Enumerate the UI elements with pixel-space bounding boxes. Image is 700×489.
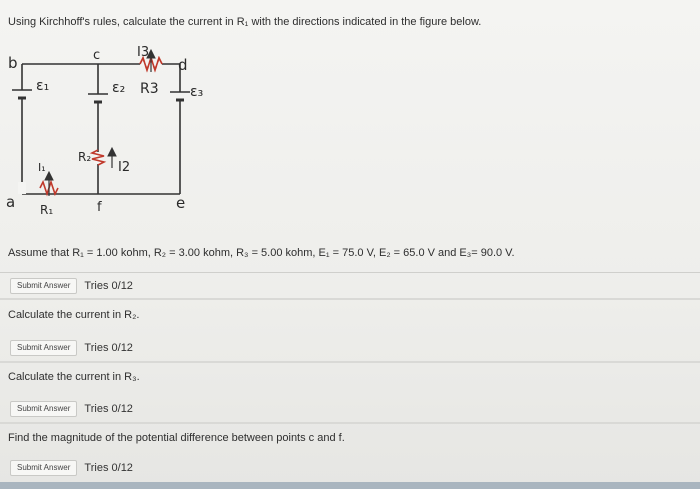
current-label-i2: I2	[118, 160, 131, 175]
resistor-label-r3: R3	[140, 81, 159, 97]
part-4-answer-row	[10, 460, 133, 476]
battery-e3	[170, 92, 190, 100]
tries-counter-1: Tries 0/12	[84, 280, 133, 293]
resistor-label-r1: R₁	[40, 203, 54, 214]
node-label-b: b	[8, 54, 18, 72]
part-3-prompt: Calculate the current in R₃.	[8, 371, 140, 383]
submit-answer-button-4[interactable]: Submit Answer	[10, 460, 77, 476]
part-3-answer-row	[10, 401, 133, 417]
submit-answer-button-1[interactable]: Submit Answer	[10, 278, 77, 294]
battery-e2	[88, 94, 108, 102]
tries-counter-4: Tries 0/12	[84, 462, 133, 475]
tries-counter-3: Tries 0/12	[84, 403, 133, 416]
current-label-i1: I₁	[38, 161, 46, 174]
current-label-i3: I3	[137, 45, 150, 60]
divider	[0, 422, 700, 424]
submit-answer-button-3[interactable]: Submit Answer	[10, 401, 77, 417]
bottom-bar	[0, 482, 700, 489]
divider	[0, 272, 700, 273]
emf-label-e2: ε₂	[112, 80, 126, 96]
divider	[0, 298, 700, 300]
circuit-diagram	[0, 44, 210, 214]
submit-answer-button-2[interactable]: Submit Answer	[10, 340, 77, 356]
question-intro: Using Kirchhoff's rules, calculate the current in R₁ with the directions indicated in the figure below.	[8, 16, 482, 28]
tries-counter-2: Tries 0/12	[84, 342, 133, 355]
node-label-c: c	[93, 48, 101, 63]
battery-e1	[12, 90, 32, 98]
current-arrow-i2	[108, 148, 116, 168]
divider	[0, 361, 700, 363]
part-4-prompt: Find the magnitude of the potential difference between points c and f.	[8, 432, 345, 444]
node-label-e: e	[176, 194, 186, 212]
node-label-d: d	[178, 56, 188, 74]
resistor-label-r2: R₂	[78, 150, 92, 164]
emf-label-e1: ε₁	[36, 78, 50, 94]
node-label-a: a	[6, 193, 16, 211]
part-2-answer-row	[10, 340, 133, 356]
emf-label-e3: ε₃	[190, 84, 204, 100]
node-label-f: f	[97, 200, 102, 214]
part-2-prompt: Calculate the current in R₂.	[8, 309, 140, 321]
given-values: Assume that R₁ = 1.00 kohm, R₂ = 3.00 kohm, R₃ = 5.00 kohm, E₁ = 75.0 V, E₂ = 65.0 V and E₃= 90.0 V.	[8, 247, 515, 259]
part-1-answer-row	[10, 278, 133, 294]
